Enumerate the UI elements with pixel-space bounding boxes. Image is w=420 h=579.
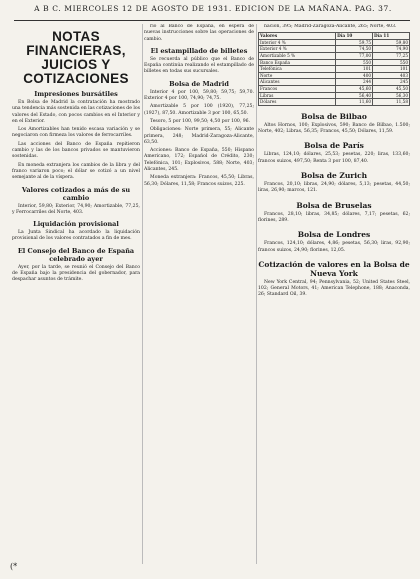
column-3-intro: nación, 395; Madrid-Zaragoza-Alicante, 265; Norte, 403. (264, 24, 397, 29)
paragraph: Ayer, por la tarde, se reunió el Consejo del Banco de España bajo la presidencia del gobernador, para despachar asuntos de trámite. (12, 264, 140, 283)
section-heading: Bolsa de Madrid (169, 79, 229, 88)
paragraph: En moneda extranjera los cambios de la libra y del franco variaron poco; el dólar se cotizó a un nivel semejante al de la víspera. (12, 162, 140, 181)
section-heading: Bolsa de Bilbao (301, 111, 367, 121)
corner-mark: (* (10, 562, 18, 571)
section-heading: Bolsa de París (304, 141, 364, 151)
header-rule (14, 20, 410, 21)
quotes-table-header (259, 33, 410, 40)
table-cell: Norte (259, 72, 336, 79)
table-cell: 74,50 (336, 46, 373, 53)
paragraph: Francos, 20,10; libras, 24,90; dólares, 5,13; pesetas, 44,50; liras, 26,90; marcos, 121. (258, 182, 410, 194)
section-heading: Impresiones bursátiles (34, 90, 118, 98)
paragraph: Francos, 124,10; dólares, 4,86; pesetas, 56,30; liras, 92,90; francos suizos, 24,90; florines, 12,05. (258, 241, 410, 253)
table-cell: Amortizable 5 % (259, 53, 336, 60)
column-2-sections (144, 24, 254, 188)
column-3-sections (258, 112, 410, 299)
paragraph: Las acciones del Banco de España repitieron cambio y las de los bancos privados se mantuvieron sostenidas. (12, 141, 140, 160)
table-cell: 550 (336, 59, 373, 66)
table-row (259, 66, 410, 73)
paragraph: Obligaciones: Norte primera, 55; Alicante primera, 248; Madrid-Zaragoza-Alicante, 63,50. (144, 127, 254, 145)
section-heading: El estampillado de billetes (150, 46, 248, 55)
table-row (259, 86, 410, 93)
paragraph: Tesoro, 5 por 100, 99,50; 4,50 por 100, 96. (150, 118, 251, 124)
paragraph: Interior, 59,80; Exterior, 74,90; Amortizable, 77,25, y Ferrocarriles del Norte, 403. (12, 203, 140, 215)
paragraph: Libras, 124,10; dólares, 25,53; pesetas, 220; liras, 133,60; francos suizos, 497,50; Renta 3 por 100, 87,40. (258, 152, 410, 164)
table-cell: Telefónica (259, 66, 336, 73)
table-cell: 11,58 (373, 99, 410, 106)
quotes-table (258, 32, 410, 106)
paragraph: rio al Banco de España, en espera de nuevas instrucciones sobre las operaciones de cambio. (144, 24, 254, 42)
table-cell: 403 (373, 72, 410, 79)
article-title: NOTAS FINANCIERAS, JUICIOS Y COTIZACIONES (23, 29, 129, 86)
paragraph: Se recuerda al público que el Banco de España continúa realizando el estampillado de billetes en todas sus sucursales. (144, 56, 254, 75)
column-3 (258, 24, 410, 572)
table-cell: 244 (336, 79, 373, 86)
table-cell: 11,60 (336, 99, 373, 106)
table-header-cell: Valores (259, 33, 336, 40)
table-cell: 56,30 (373, 92, 410, 99)
table-row (259, 79, 410, 86)
quotes-table-body (259, 39, 410, 105)
paragraph: Interior 4 por 100, 59,80; 59,75; 59,70. Exterior 4 por 100, 74,90; 74,75. (144, 89, 254, 102)
paragraph: Moneda extranjera: Francos, 45,50; Libras, 56,30; Dólares, 11,58; Francos suizos, 225. (144, 175, 254, 187)
paragraph: La Junta Sindical ha acordado la liquidación provisional de los valores contratados a fin de mes. (12, 230, 140, 242)
paragraph: Los Amortizables han tenido escasa variación y se negociaron con firmeza los valores de ferrocarriles. (12, 127, 140, 139)
table-cell: Dólares (259, 99, 336, 106)
column-1-sections (12, 90, 140, 284)
column-divider (142, 24, 143, 564)
section-heading: Valores cotizados a más de su cambio (21, 185, 131, 202)
table-cell: 400 (336, 72, 373, 79)
paragraph: En Bolsa de Madrid la contratación ha mostrado una tendencia más sostenida en las cotizaciones de los valores del Estado, con pocos cambios en el Interior y en el Exterior. (12, 100, 140, 124)
table-row (259, 59, 410, 66)
table-cell: 101 (336, 66, 373, 73)
table-cell: Banco España (259, 59, 336, 66)
table-cell: 45,60 (336, 86, 373, 93)
table-row (259, 46, 410, 53)
table-row (259, 39, 410, 46)
paragraph: Francos, 28,10; libras, 34,85; dólares, 7,17; pesetas, 62; florines, 289. (258, 211, 410, 223)
table-row (259, 99, 410, 106)
table-cell: 45,50 (373, 86, 410, 93)
paragraph: Acciones: Banco de España, 550; Hispano Americano, 172; Español de Crédito, 230; Telefónica, 101; Explosivos, 588; Norte, 403; Alicantes, 245. (144, 148, 254, 173)
table-row (259, 53, 410, 60)
section-heading: Bolsa de Bruselas (296, 200, 372, 210)
column-1 (12, 24, 140, 572)
table-cell: Exterior 4 % (259, 46, 336, 53)
section-heading: El Consejo del Banco de España celebrado ayer (17, 246, 135, 263)
column-2 (144, 24, 254, 572)
section-heading: Bolsa de Londres (297, 230, 371, 240)
table-cell: Libras (259, 92, 336, 99)
table-cell: 245 (373, 79, 410, 86)
table-cell: 59,75 (336, 39, 373, 46)
paragraph: New York Central, 94; Pennsylvania, 52; United States Steel, 102; General Motors, 41; American Telephone, 188; Anaconda, 26; Standard Oil, 39. (258, 279, 410, 298)
paragraph: Altos Hornos, 100; Explosivos, 590; Banco de Bilbao, 1.500; Norte, 402; Libras, 56,35; Francos, 45,50; Dólares, 11,59. (258, 122, 410, 135)
table-cell: Francos (259, 86, 336, 93)
table-cell: 77,00 (336, 53, 373, 60)
table-cell: Interior 4 % (259, 39, 336, 46)
table-header-cell: Día 10 (336, 33, 373, 40)
table-cell: 77,25 (373, 53, 410, 60)
table-cell: 550 (373, 59, 410, 66)
column-divider (256, 24, 257, 564)
page-header: A B C. MIERCOLES 12 DE AGOSTO DE 1931. EDICION DE LA MAÑANA. PAG. 37. (34, 4, 392, 13)
table-row (259, 72, 410, 79)
table-cell: 59,80 (373, 39, 410, 46)
table-cell: 101 (373, 66, 410, 73)
table-header-cell: Día 11 (373, 33, 410, 40)
table-cell: 74,90 (373, 46, 410, 53)
table-row (259, 92, 410, 99)
paragraph: Amortizable 5 por 100 (1920), 77,25; (1927), 87,50. Amortizable 3 por 100, 65,50. (144, 104, 254, 116)
section-heading: Bolsa de Zurich (300, 171, 368, 181)
table-cell: 56,40 (336, 92, 373, 99)
section-heading: Liquidación provisional (33, 220, 119, 229)
section-heading: Cotización de valores en la Bolsa de Nueva York (258, 259, 410, 278)
table-cell: Alicantes (259, 79, 336, 86)
